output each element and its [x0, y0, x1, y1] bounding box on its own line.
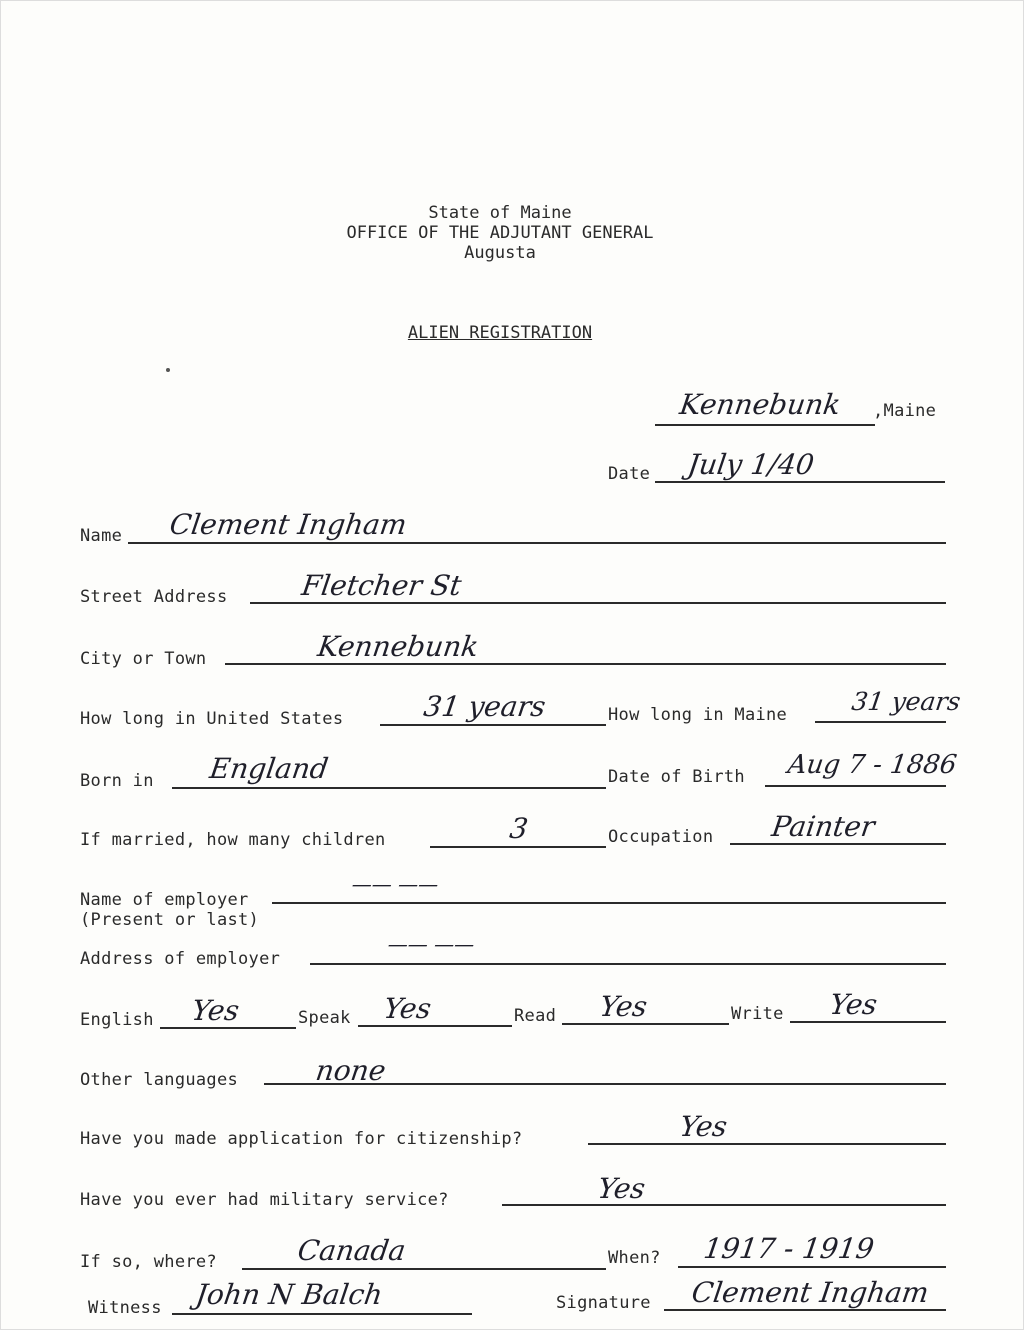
military-line — [502, 1204, 946, 1206]
header-city: Augusta — [464, 243, 536, 263]
write-value: Yes — [827, 988, 880, 1021]
military-value: Yes — [595, 1172, 648, 1205]
date-label: Date — [608, 464, 651, 484]
employer-value: —— —— — [350, 872, 441, 896]
name-label: Name — [80, 526, 123, 546]
city-value: Kennebunk — [315, 630, 481, 663]
occupation-label: Occupation — [608, 827, 714, 847]
born-line — [172, 787, 606, 789]
us-years-label: How long in United States — [80, 709, 344, 729]
employer-address-value: —— —— — [386, 932, 477, 956]
witness-signature: John N Balch — [193, 1278, 385, 1311]
occupation-line — [730, 843, 946, 845]
english-line — [160, 1027, 296, 1029]
employer-label: Name of employer — [80, 890, 249, 910]
dob-value: Aug 7 - 1886 — [785, 750, 959, 780]
witness-label: Witness — [88, 1298, 162, 1318]
where-value: Canada — [295, 1234, 408, 1267]
children-value: 3 — [507, 812, 531, 845]
occupation-value: Painter — [769, 810, 877, 843]
ink-speck — [166, 368, 170, 372]
applicant-signature: Clement Ingham — [689, 1276, 931, 1309]
speak-value: Yes — [381, 992, 434, 1025]
write-label: Write — [731, 1004, 784, 1024]
english-label: English — [80, 1010, 154, 1030]
witness-line — [172, 1313, 472, 1315]
when-label: When? — [608, 1248, 661, 1268]
header-office: OFFICE OF THE ADJUTANT GENERAL — [346, 223, 654, 243]
signature-line — [664, 1309, 946, 1311]
when-value: 1917 - 1919 — [701, 1232, 877, 1265]
speak-line — [358, 1025, 512, 1027]
write-line — [790, 1021, 946, 1023]
where-line — [242, 1268, 606, 1270]
us-years-value: 31 years — [421, 690, 548, 723]
read-label: Read — [514, 1006, 557, 1026]
english-value: Yes — [189, 994, 242, 1027]
maine-years-label: How long in Maine — [608, 705, 788, 725]
maine-years-value: 31 years — [849, 687, 963, 716]
employer-address-line — [310, 963, 946, 965]
children-line — [430, 846, 606, 848]
other-languages-value: none — [313, 1054, 388, 1087]
when-line — [678, 1266, 946, 1268]
street-value: Fletcher St — [299, 569, 464, 602]
born-label: Born in — [80, 771, 154, 791]
born-value: England — [207, 752, 331, 785]
us-years-line — [380, 724, 606, 726]
dob-line — [765, 785, 946, 787]
date-value: July 1/40 — [685, 448, 817, 481]
citizenship-value: Yes — [677, 1110, 730, 1143]
location-line — [655, 424, 875, 426]
citizenship-label: Have you made application for citizenship? — [80, 1129, 523, 1149]
signature-label: Signature — [556, 1293, 651, 1313]
employer-line — [272, 902, 946, 904]
where-label: If so, where? — [80, 1252, 217, 1272]
employer-address-label: Address of employer — [80, 949, 281, 969]
citizenship-line — [588, 1143, 946, 1145]
street-label: Street Address — [80, 587, 228, 607]
form-title: ALIEN REGISTRATION — [407, 323, 593, 343]
speak-label: Speak — [298, 1008, 351, 1028]
employer-sublabel: (Present or last) — [80, 910, 260, 930]
other-languages-label: Other languages — [80, 1070, 239, 1090]
read-value: Yes — [597, 990, 650, 1023]
name-value: Clement Ingham — [167, 508, 409, 541]
name-line — [128, 542, 946, 544]
location-suffix: ,Maine — [873, 401, 937, 421]
header-state: State of Maine — [428, 203, 572, 223]
read-line — [562, 1023, 729, 1025]
military-label: Have you ever had military service? — [80, 1190, 449, 1210]
maine-years-line — [815, 721, 946, 723]
location-value: Kennebunk — [677, 388, 843, 421]
city-line — [225, 663, 946, 665]
children-label: If married, how many children — [80, 830, 386, 850]
street-line — [250, 602, 946, 604]
dob-label: Date of Birth — [608, 767, 745, 787]
city-label: City or Town — [80, 649, 207, 669]
date-line — [655, 481, 945, 483]
